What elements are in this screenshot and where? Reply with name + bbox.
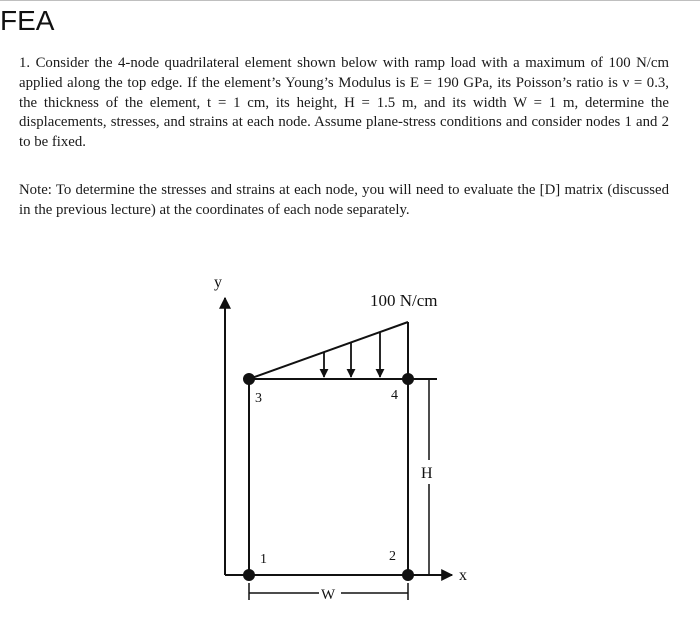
- quad-element: [249, 379, 408, 575]
- note-text: Note: To determine the stresses and strains at each node, you will need to evaluate the [D] matrix (discussed in the previous lecture) at the coordinates of each node separately.: [19, 182, 669, 218]
- node-1-label: 1: [260, 552, 267, 567]
- node-3-marker: [243, 373, 255, 385]
- node-1-marker: [243, 569, 255, 581]
- page-title: FEA: [0, 5, 55, 36]
- height-label: H: [421, 465, 433, 482]
- width-label: W: [321, 587, 336, 603]
- node-2-label: 2: [389, 549, 396, 564]
- node-2-marker: [402, 569, 414, 581]
- ramp-load-line: [249, 322, 408, 379]
- node-3-label: 3: [255, 391, 262, 406]
- node-4-marker: [402, 373, 414, 385]
- node-4-label: 4: [391, 388, 398, 403]
- load-magnitude-label: 100 N/cm: [370, 291, 438, 310]
- y-axis-label: y: [214, 274, 222, 291]
- problem-statement: 1. Consider the 4-node quadrilateral element shown below with ramp load with a maximum of 100 N/cm applied along the top edge. If the element’s Young’s Modulus is E = 190 GPa, its Poisson’s ratio is ν = 0.3, the thickness of the element, t = 1 cm, its height, H = 1.5 m, and its width W = 1 m, determine the displacements, stresses, and strains at each node. Assume plane-stress conditions and consider nodes 1 and 2 to be fixed.: [19, 55, 669, 151]
- x-axis-label: x: [459, 567, 467, 584]
